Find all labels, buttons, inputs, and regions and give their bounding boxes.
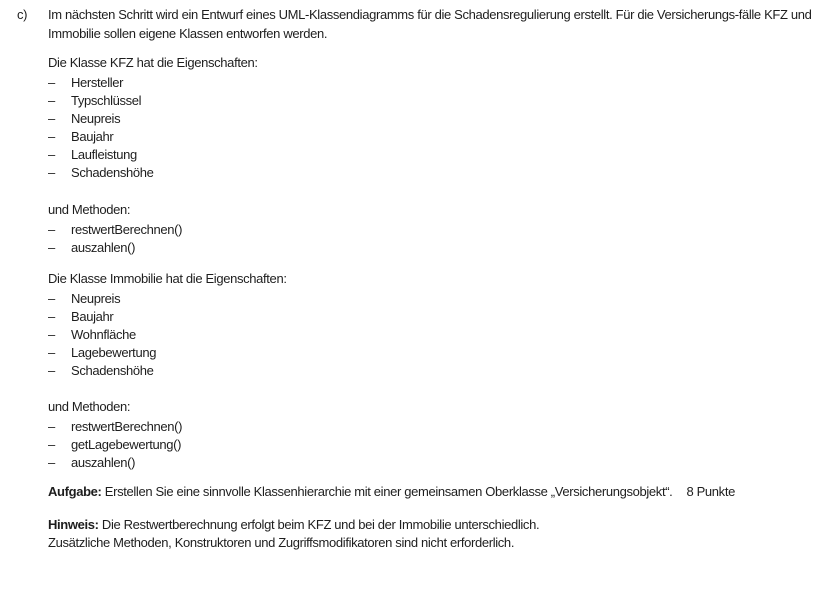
immobilie-properties-block: [48, 270, 818, 380]
list-item: [48, 74, 818, 92]
kfz-methods-list: [48, 221, 818, 257]
list-dash: –: [48, 327, 55, 342]
list-dash: –: [48, 419, 55, 434]
list-item-text: Neupreis: [71, 111, 121, 126]
list-item-text: Schadenshöhe: [71, 165, 154, 180]
list-item-text: restwertBerechnen(): [71, 419, 183, 434]
assignment-text: Erstellen Sie eine sinnvolle Klassenhierarchie mit einer gemeinsamen Oberklasse „Versicherungsobjekt“.: [101, 484, 673, 499]
list-item-text: auszahlen(): [71, 455, 136, 470]
list-item: [48, 164, 818, 182]
list-item: [48, 344, 818, 362]
list-item: [48, 418, 818, 436]
list-dash: –: [48, 147, 55, 162]
immobilie-methods-heading: und Methoden:: [48, 399, 131, 414]
kfz-methods-block: [48, 201, 818, 257]
list-dash: –: [48, 75, 55, 90]
immobilie-properties-heading: Die Klasse Immobilie hat die Eigenschaften:: [48, 271, 287, 286]
hint-block: [48, 516, 820, 552]
list-item: [48, 239, 818, 257]
list-item: [48, 92, 818, 110]
list-dash: –: [48, 240, 55, 255]
kfz-properties-list: [48, 74, 818, 182]
list-item: [48, 146, 818, 164]
task-intro-text: Im nächsten Schritt wird ein Entwurf eines UML-Klassendiagramms für die Schadensregulierung erstellt. Für die Versicherungs-fälle KFZ und Immobilie sollen eigene Klassen entworfen werden.: [48, 7, 812, 41]
list-dash: –: [48, 455, 55, 470]
list-item-text: auszahlen(): [71, 240, 136, 255]
hint-text-1: Die Restwertberechnung erfolgt beim KFZ und bei der Immobilie unterschiedlich.: [98, 517, 540, 532]
list-dash: –: [48, 111, 55, 126]
list-dash: –: [48, 93, 55, 108]
list-dash: –: [48, 437, 55, 452]
list-item-text: Baujahr: [71, 129, 114, 144]
task-intro: [17, 5, 817, 43]
task-marker: c): [17, 7, 28, 22]
list-item: [48, 308, 818, 326]
list-dash: –: [48, 363, 55, 378]
list-dash: –: [48, 291, 55, 306]
list-dash: –: [48, 345, 55, 360]
hint-line-1: [48, 516, 820, 534]
list-dash: –: [48, 222, 55, 237]
list-dash: –: [48, 165, 55, 180]
hint-line-2: Zusätzliche Methoden, Konstruktoren und Zugriffsmodifikatoren sind nicht erforderlich.: [48, 535, 515, 550]
list-item-text: Neupreis: [71, 291, 121, 306]
list-item: [48, 326, 818, 344]
list-dash: –: [48, 129, 55, 144]
list-item-text: Hersteller: [71, 75, 124, 90]
list-item-text: Wohnfläche: [71, 327, 136, 342]
kfz-properties-block: [48, 54, 818, 182]
list-item: [48, 221, 818, 239]
immobilie-properties-list: [48, 290, 818, 380]
list-item-text: Laufleistung: [71, 147, 137, 162]
immobilie-methods-block: [48, 398, 818, 472]
kfz-properties-heading: Die Klasse KFZ hat die Eigenschaften:: [48, 55, 258, 70]
immobilie-methods-list: [48, 418, 818, 472]
assignment-line: [48, 483, 820, 501]
list-item-text: restwertBerechnen(): [71, 222, 183, 237]
points-label: 8 Punkte: [686, 484, 735, 499]
list-item: [48, 290, 818, 308]
list-item: [48, 128, 818, 146]
hint-label: Hinweis:: [48, 517, 99, 532]
list-item: [48, 454, 818, 472]
list-item-text: Schadenshöhe: [71, 363, 154, 378]
list-item: [48, 362, 818, 380]
list-item-text: Typschlüssel: [71, 93, 142, 108]
list-item: [48, 110, 818, 128]
list-item: [48, 436, 818, 454]
list-item-text: Lagebewertung: [71, 345, 157, 360]
list-dash: –: [48, 309, 55, 324]
assignment-label: Aufgabe:: [48, 484, 102, 499]
kfz-methods-heading: und Methoden:: [48, 202, 131, 217]
list-item-text: Baujahr: [71, 309, 114, 324]
list-item-text: getLagebewertung(): [71, 437, 182, 452]
